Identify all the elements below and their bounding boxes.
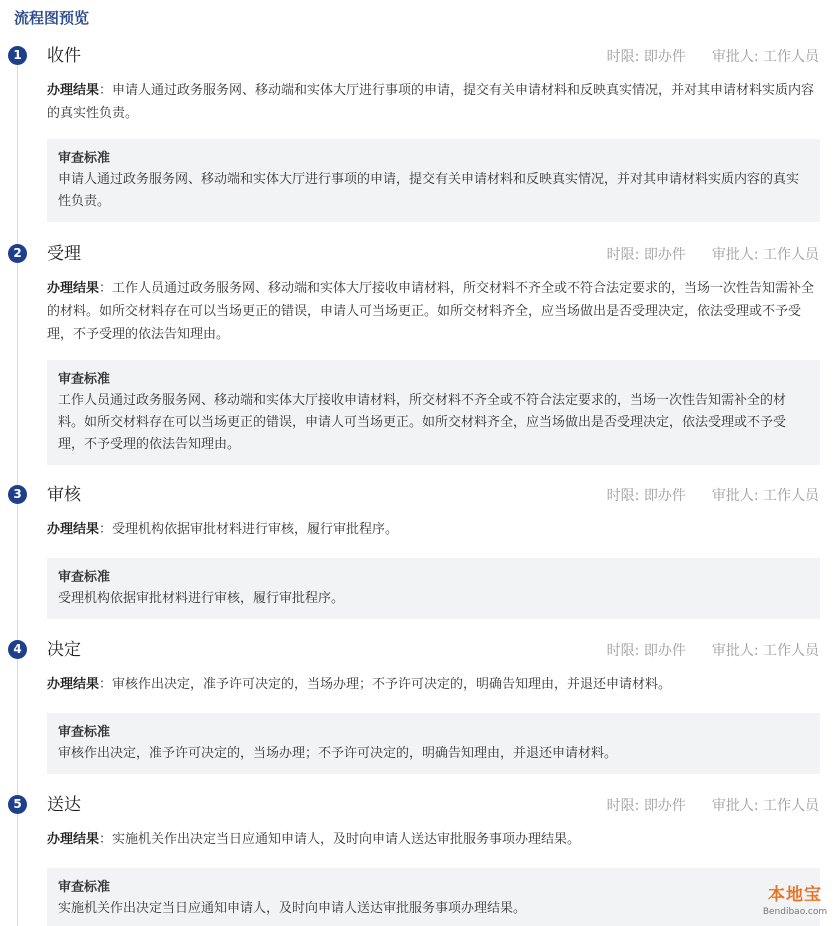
step-name: 送达: [47, 795, 81, 815]
standard-title: 审查标准: [58, 880, 111, 895]
review-standard-panel: [47, 713, 820, 774]
step-result: [47, 518, 820, 541]
standard-text: 申请人通过政务服务网、移动端和实体大厅进行事项的申请，提交有关申请材料和反映真实情况，并对其申请材料实质内容的真实性负责。: [58, 172, 800, 209]
step-result: [47, 277, 820, 346]
standard-text: 工作人员通过政务服务网、移动端和实体大厅接收申请材料，所交材料不齐全或不符合法定要求的，当场一次性告知需补全的材料。如所交材料存在可以当场更正的错误，申请人可当场更正。如所交材料齐全，应当场做出是否受理决定，依法受理或不予受理，不予受理的依法告知理由。: [58, 393, 787, 452]
time-limit: 时限: 即办件: [606, 643, 686, 659]
watermark-sub-text: Bendibao.com: [762, 907, 828, 917]
page-title: 流程图预览: [14, 9, 90, 27]
step-item: [0, 793, 840, 926]
time-limit: 时限: 即办件: [606, 49, 686, 65]
step-header: [0, 638, 840, 664]
result-text: ：审核作出决定，准予许可决定的，当场办理；不予许可决定的，明确告知理由，并退还申请材料。: [99, 677, 672, 692]
step-result: [47, 828, 820, 851]
review-standard-panel: [47, 360, 820, 465]
step-number-badge: 4: [8, 640, 27, 659]
approver: 审批人: 工作人员: [711, 49, 819, 65]
step-item: [0, 483, 840, 619]
step-header: [0, 483, 840, 509]
approver: 审批人: 工作人员: [711, 643, 819, 659]
result-label: 办理结果: [47, 281, 100, 296]
step-number-badge: 2: [8, 244, 27, 263]
standard-title: 审查标准: [58, 151, 111, 166]
step-item: [0, 44, 840, 222]
result-label: 办理结果: [47, 522, 100, 537]
time-limit: 时限: 即办件: [606, 488, 686, 504]
step-meta: [607, 641, 819, 661]
result-text: ：申请人通过政务服务网、移动端和实体大厅进行事项的申请，提交有关申请材料和反映真实情况，并对其申请材料实质内容的真实性负责。: [47, 83, 815, 121]
approver: 审批人: 工作人员: [711, 488, 819, 504]
step-meta: [607, 796, 819, 816]
step-name: 审核: [47, 485, 81, 505]
step-number-badge: 3: [8, 485, 27, 504]
step-result: [47, 79, 820, 125]
standard-title: 审查标准: [58, 372, 111, 387]
time-limit: 时限: 即办件: [606, 798, 686, 814]
time-limit: 时限: 即办件: [606, 247, 686, 263]
result-label: 办理结果: [47, 83, 100, 98]
result-text: ：实施机关作出决定当日应通知申请人，及时向申请人送达审批服务事项办理结果。: [99, 832, 581, 847]
result-text: ：工作人员通过政务服务网、移动端和实体大厅接收申请材料，所交材料不齐全或不符合法定要求的，当场一次性告知需补全的材料。如所交材料存在可以当场更正的错误，申请人可当场更正。如所交材料齐全，应当场做出是否受理决定，依法受理或不予受理，不予受理的依法告知理由。: [47, 281, 815, 342]
step-number-badge: 1: [8, 46, 27, 65]
step-name: 决定: [47, 640, 81, 660]
step-item: [0, 242, 840, 465]
standard-text: 审核作出决定，准予许可决定的，当场办理；不予许可决定的，明确告知理由，并退还申请材料。: [58, 746, 618, 761]
standard-text: 受理机构依据审批材料进行审核，履行审批程序。: [58, 591, 345, 606]
step-meta: [607, 486, 819, 506]
step-name: 受理: [47, 244, 81, 264]
result-label: 办理结果: [47, 677, 100, 692]
review-standard-panel: [47, 558, 820, 619]
step-header: [0, 242, 840, 268]
step-item: [0, 638, 840, 774]
step-number-badge: 5: [8, 795, 27, 814]
approver: 审批人: 工作人员: [711, 798, 819, 814]
step-header: [0, 44, 840, 70]
bendibao-watermark-logo: [754, 884, 836, 924]
standard-title: 审查标准: [58, 725, 111, 740]
approver: 审批人: 工作人员: [711, 247, 819, 263]
step-meta: [607, 47, 819, 67]
result-text: ：受理机构依据审批材料进行审核，履行审批程序。: [99, 522, 399, 537]
review-standard-panel: [47, 139, 820, 222]
watermark-main-text: 本地宝: [768, 885, 822, 905]
review-standard-panel: [47, 868, 820, 926]
result-label: 办理结果: [47, 832, 100, 847]
standard-title: 审查标准: [58, 570, 111, 585]
step-name: 收件: [47, 46, 81, 66]
step-result: [47, 673, 820, 696]
standard-text: 实施机关作出决定当日应通知申请人，及时向申请人送达审批服务事项办理结果。: [58, 901, 527, 916]
step-header: [0, 793, 840, 819]
step-meta: [607, 245, 819, 265]
